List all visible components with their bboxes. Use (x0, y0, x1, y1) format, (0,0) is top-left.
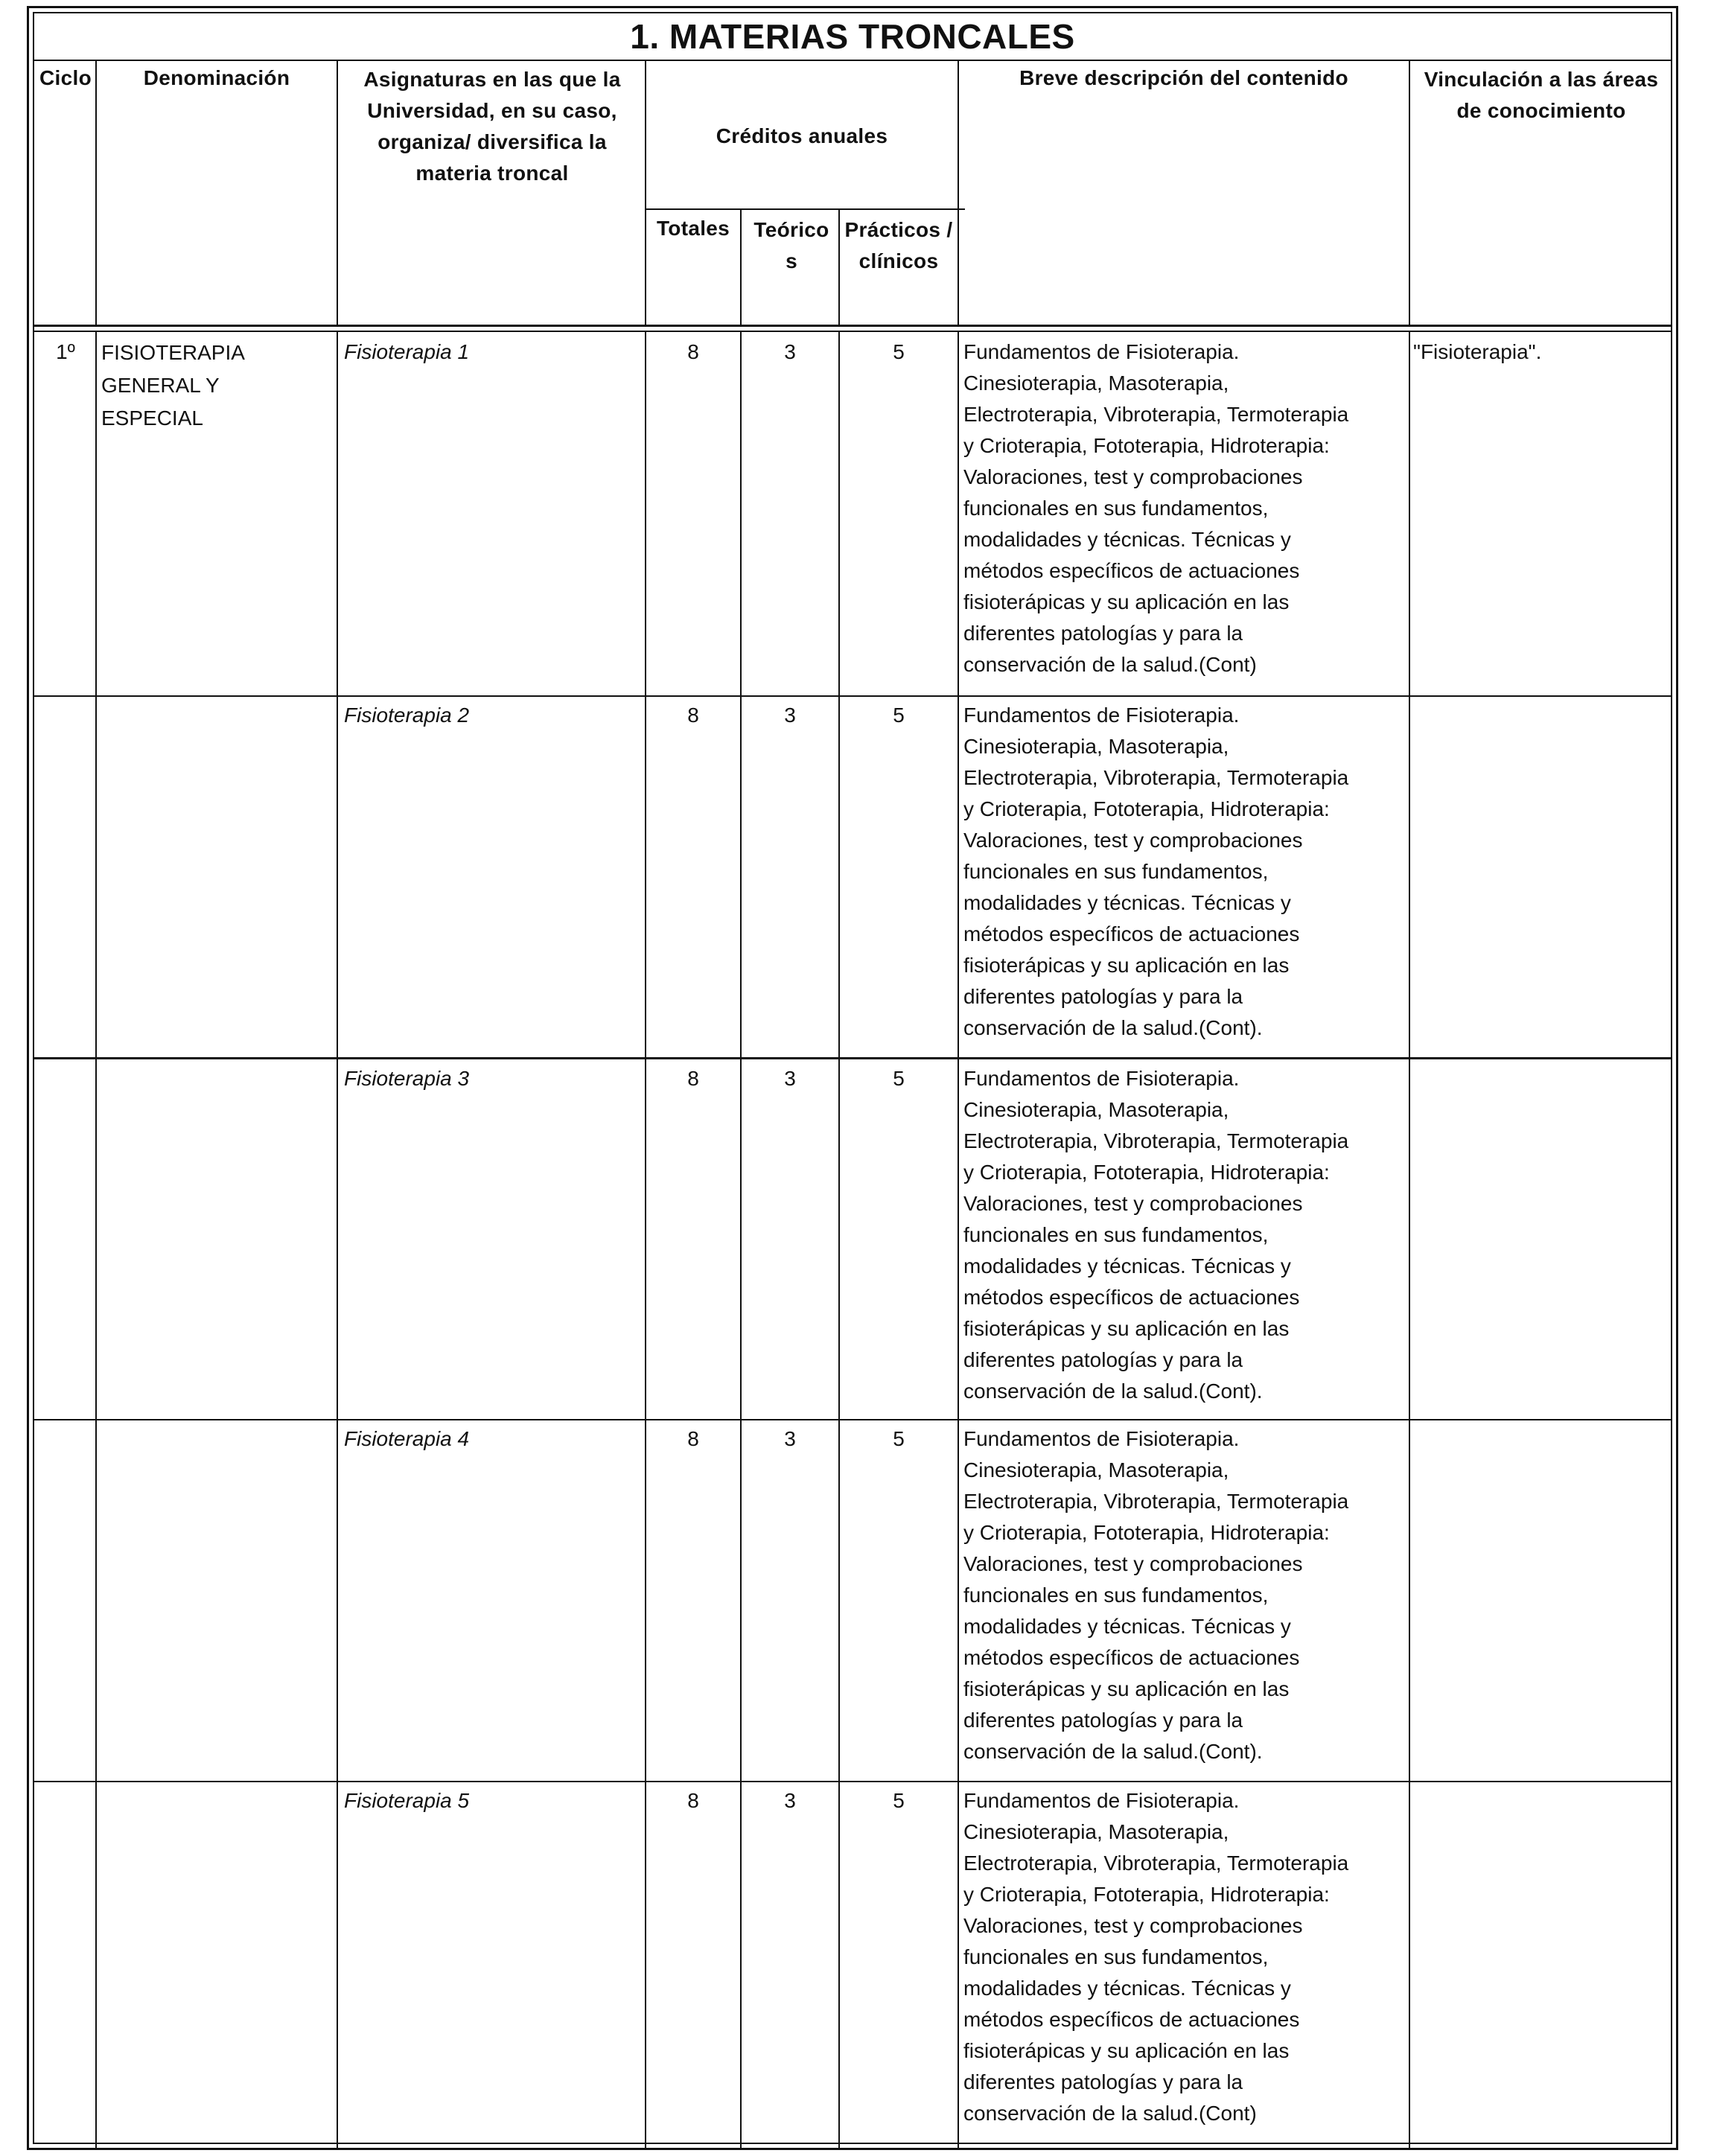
cell-asignatura: Fisioterapia 4 (344, 1427, 470, 1450)
cell-teoricos: 3 (784, 340, 796, 363)
hdr-col-line (838, 208, 840, 325)
cell-teoricos: 3 (784, 1427, 796, 1450)
hdr-col-line (645, 60, 646, 325)
hdr-col-line (95, 60, 97, 325)
hdr-col-line (740, 208, 742, 325)
cell-denominacion: FISIOTERAPIA GENERAL Y ESPECIAL (101, 341, 244, 430)
cell-practicos: 5 (893, 1427, 905, 1450)
hdr-col-line (337, 60, 338, 325)
header-ciclo: Ciclo (39, 66, 92, 89)
header-totales: Totales (656, 217, 730, 240)
header-descripcion: Breve descripción del contenido (1019, 66, 1348, 89)
row-divider (34, 695, 1671, 697)
body-col-line (95, 332, 97, 2149)
cell-practicos: 5 (893, 704, 905, 727)
body-col-line (958, 332, 959, 2149)
cell-ciclo: 1º (56, 340, 75, 363)
header-teoricos: Teórico s (753, 218, 829, 272)
row-divider (34, 1781, 1671, 1782)
body-col-line (838, 332, 840, 2149)
row-divider (34, 1057, 1671, 1059)
cell-totales: 8 (687, 1789, 699, 1812)
hdr-col-line (958, 60, 959, 325)
cell-descripcion: Fundamentos de Fisioterapia. Cinesioterapia, Masoterapia, Electroterapia, Vibroterapia, Termoterapia y Crioterapia, Fototerapia, Hidroterapia: Valoraciones, test y comprobaciones funcionales en sus fundamentos, modalidades y técnicas. Técnicas y métodos específicos de actuaciones fisioterápicas y su aplicación en las diferentes patologías y para la conservación de la salud.(Cont). (963, 1427, 1349, 1763)
cell-totales: 8 (687, 1427, 699, 1450)
cell-practicos: 5 (893, 340, 905, 363)
header-practicos: Prácticos / clínicos (844, 218, 953, 272)
cell-asignatura: Fisioterapia 5 (344, 1789, 470, 1812)
cell-descripcion: Fundamentos de Fisioterapia. Cinesioterapia, Masoterapia, Electroterapia, Vibroterapia, Termoterapia y Crioterapia, Fototerapia, Hidroterapia: Valoraciones, test y comprobaciones funcionales en sus fundamentos, modalidades y técnicas. Técnicas y métodos específicos de actuaciones fisioterápicas y su aplicación en las diferentes patologías y para la conservación de la salud.(Cont). (963, 704, 1349, 1039)
cell-asignatura: Fisioterapia 1 (344, 340, 470, 363)
cell-descripcion: Fundamentos de Fisioterapia. Cinesioterapia, Masoterapia, Electroterapia, Vibroterapia, Termoterapia y Crioterapia, Fototerapia, Hidroterapia: Valoraciones, test y comprobaciones funcionales en sus fundamentos, modalidades y técnicas. Técnicas y métodos específicos de actuaciones fisioterápicas y su aplicación en las diferentes patologías y para la conservación de la salud.(Cont) (963, 1789, 1349, 2125)
cell-asignatura: Fisioterapia 3 (344, 1067, 470, 1090)
cell-teoricos: 3 (784, 1067, 796, 1090)
header-bottom-rule-2 (34, 331, 1671, 332)
creditos-divider (645, 208, 965, 210)
header-creditos: Créditos anuales (716, 124, 888, 147)
header-asignaturas: Asignaturas en las que la Universidad, en su caso, organiza/ diversifica la materia troncal (363, 68, 621, 185)
body-col-line (740, 332, 742, 2149)
cell-teoricos: 3 (784, 704, 796, 727)
title-divider (34, 60, 1671, 61)
cell-practicos: 5 (893, 1067, 905, 1090)
header-bottom-rule (34, 325, 1671, 327)
body-col-line (645, 332, 646, 2149)
cell-practicos: 5 (893, 1789, 905, 1812)
cell-descripcion: Fundamentos de Fisioterapia. Cinesioterapia, Masoterapia, Electroterapia, Vibroterapia, Termoterapia y Crioterapia, Fototerapia, Hidroterapia: Valoraciones, test y comprobaciones funcionales en sus fundamentos, modalidades y técnicas. Técnicas y métodos específicos de actuaciones fisioterápicas y su aplicación en las diferentes patologías y para la conservación de la salud.(Cont) (963, 340, 1349, 676)
header-denominacion: Denominación (143, 66, 290, 89)
row-divider (34, 1419, 1671, 1420)
body-col-line (1409, 332, 1410, 2149)
cell-asignatura: Fisioterapia 2 (344, 704, 470, 727)
cell-descripcion: Fundamentos de Fisioterapia. Cinesioterapia, Masoterapia, Electroterapia, Vibroterapia, Termoterapia y Crioterapia, Fototerapia, Hidroterapia: Valoraciones, test y comprobaciones funcionales en sus fundamentos, modalidades y técnicas. Técnicas y métodos específicos de actuaciones fisioterápicas y su aplicación en las diferentes patologías y para la conservación de la salud.(Cont). (963, 1067, 1349, 1403)
cell-totales: 8 (687, 1067, 699, 1090)
document-sheet (27, 6, 1678, 2150)
cell-totales: 8 (687, 704, 699, 727)
body-col-line (337, 332, 338, 2149)
cell-teoricos: 3 (784, 1789, 796, 1812)
cell-totales: 8 (687, 340, 699, 363)
page-title: 1. MATERIAS TRONCALES (630, 17, 1075, 56)
header-vinculacion: Vinculación a las áreas de conocimiento (1424, 68, 1659, 122)
cell-vinculacion: "Fisioterapia". (1413, 340, 1542, 363)
